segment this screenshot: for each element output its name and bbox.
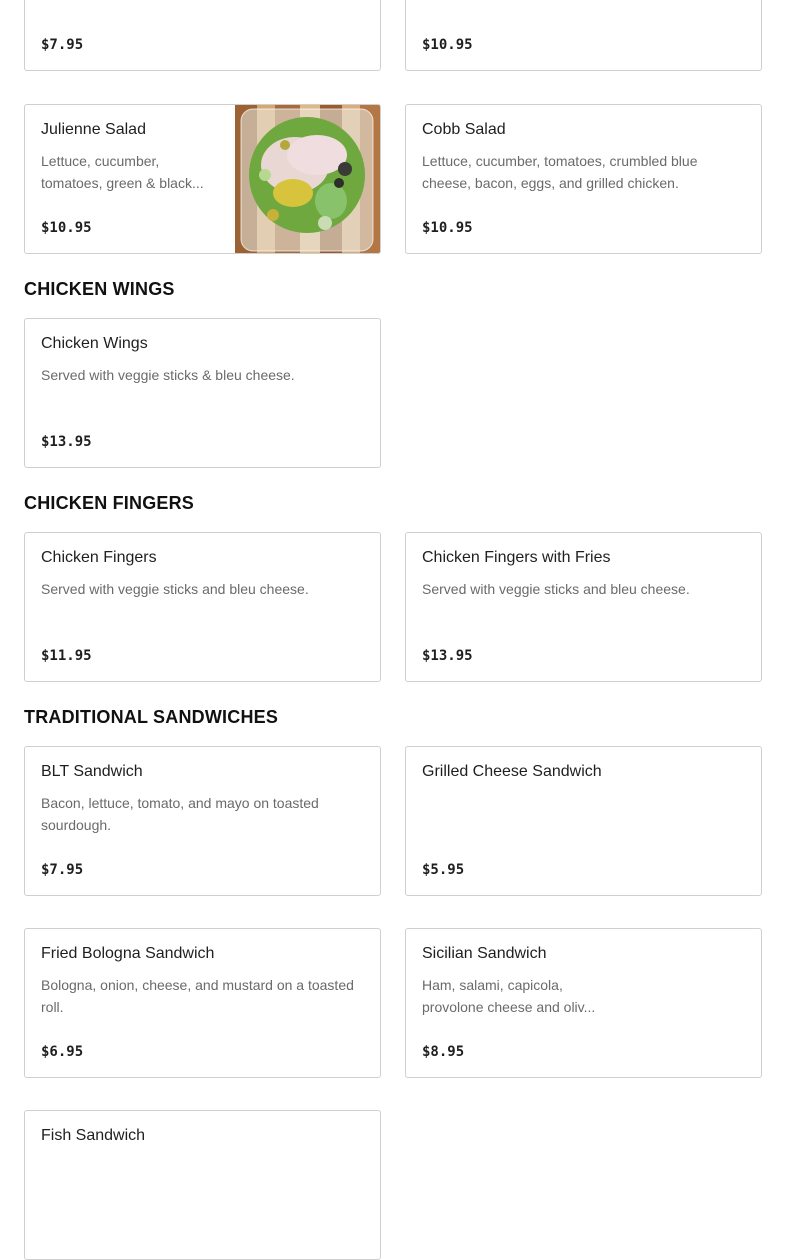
item-price: $7.95	[41, 37, 84, 53]
menu-item-card[interactable]	[24, 1110, 381, 1260]
item-description	[422, 0, 704, 2]
item-description: Bologna, onion, cheese, and mustard on a toasted roll.	[41, 977, 354, 1015]
menu-item-card[interactable]	[405, 532, 762, 682]
item-price: $10.95	[41, 220, 92, 236]
item-name: Cobb Salad	[422, 121, 506, 138]
item-name: Julienne Salad	[41, 121, 146, 138]
item-name: Chicken Fingers	[41, 549, 157, 566]
item-price: $7.95	[41, 862, 84, 878]
item-price: $11.95	[41, 648, 92, 664]
section-title: CHICKEN WINGS	[24, 279, 175, 299]
item-description: Served with veggie sticks and bleu cheese.	[422, 581, 690, 597]
item-name: Sicilian Sandwich	[422, 945, 547, 962]
menu-item-card[interactable]	[405, 746, 762, 896]
menu-item-card[interactable]	[405, 0, 762, 71]
item-name: BLT Sandwich	[41, 763, 143, 780]
section-title: CHICKEN FINGERS	[24, 493, 195, 513]
section-title: TRADITIONAL SANDWICHES	[24, 707, 279, 727]
menu-item-card[interactable]	[24, 318, 381, 468]
menu-item-card[interactable]	[24, 0, 381, 71]
item-name: Grilled Cheese Sandwich	[422, 763, 602, 780]
menu-item-card[interactable]	[405, 104, 762, 254]
item-description: Bacon, lettuce, tomato, and mayo on toasted sourdough.	[41, 795, 319, 833]
item-description: Lettuce, cucumber, tomatoes, crumbled blue cheese, bacon, eggs, and grilled chicken.	[422, 153, 698, 191]
item-description: Served with veggie sticks and bleu cheese.	[41, 581, 309, 597]
item-name: Fish Sandwich	[41, 1127, 146, 1144]
item-description: Served with veggie sticks & bleu cheese.	[41, 367, 295, 383]
menu-item-card[interactable]	[24, 928, 381, 1078]
menu-item-card[interactable]	[24, 746, 381, 896]
item-description: Ham, salami, capicola, provolone cheese and oliv...	[422, 977, 596, 1015]
item-price: $8.95	[422, 1044, 465, 1060]
item-description: Lettuce, cucumber, tomatoes, green & black...	[41, 153, 204, 191]
item-description	[41, 0, 136, 2]
item-price: $13.95	[422, 648, 473, 664]
item-price: $6.95	[41, 1044, 84, 1060]
item-price: $13.95	[41, 434, 92, 450]
item-price: $5.95	[422, 862, 465, 878]
item-name: Fried Bologna Sandwich	[41, 945, 215, 962]
item-price: $10.95	[422, 220, 473, 236]
menu-item-card[interactable]	[24, 104, 381, 254]
menu-item-card[interactable]	[24, 532, 381, 682]
item-price: $10.95	[422, 37, 473, 53]
item-photo	[235, 105, 380, 253]
item-name: Chicken Wings	[41, 335, 148, 352]
item-name: Chicken Fingers with Fries	[422, 549, 611, 566]
menu-item-card[interactable]	[405, 928, 762, 1078]
